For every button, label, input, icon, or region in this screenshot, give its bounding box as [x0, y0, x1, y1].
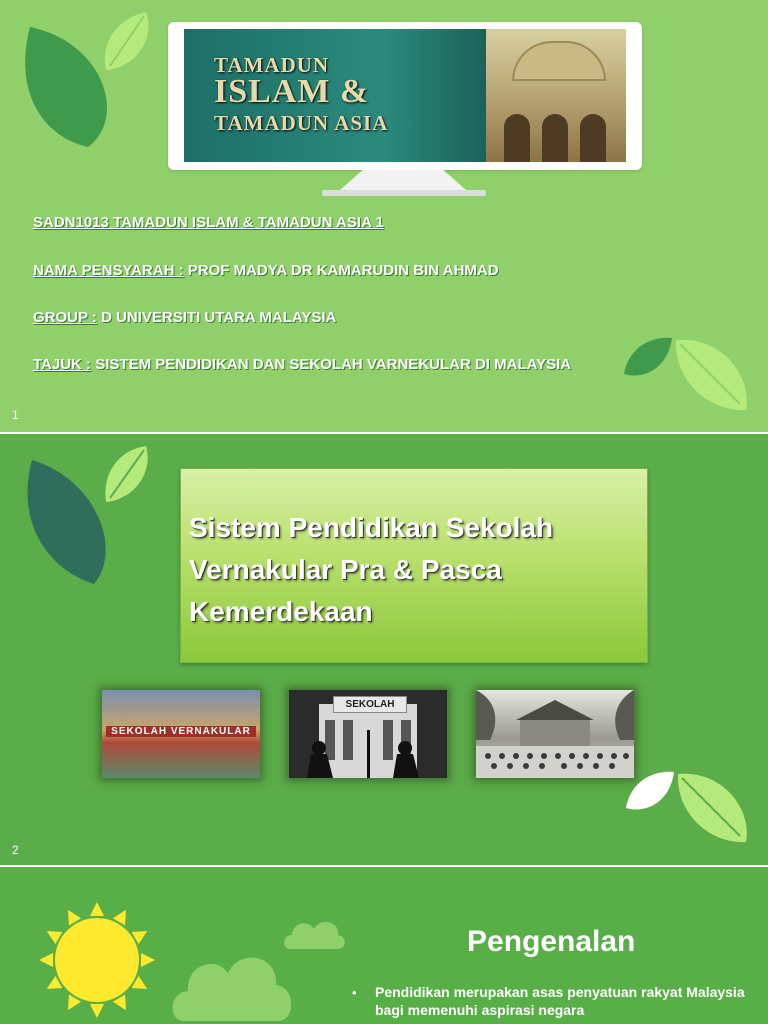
- topic-label: TAJUK :: [33, 356, 92, 373]
- leaf-icon: [102, 444, 150, 504]
- group-value: D UNIVERSITI UTARA MALAYSIA: [101, 309, 337, 326]
- page-number: 2: [12, 843, 19, 857]
- lecturer-line: [33, 262, 499, 279]
- cloud-icon: [172, 943, 294, 1023]
- leaf-icon: [622, 334, 674, 380]
- monitor-frame: [168, 22, 642, 170]
- slide-1: [0, 0, 768, 432]
- photo-sign-text: SEKOLAH VERNAKULAR: [106, 726, 256, 737]
- leaf-icon: [24, 458, 114, 586]
- topic-value: SISTEM PENDIDIKAN DAN SEKOLAH VARNEKULAR DI MALAYSIA: [95, 356, 572, 373]
- leaf-icon: [672, 336, 752, 414]
- slide-2: [0, 434, 768, 865]
- slide-title: Sistem Pendidikan Sekolah Vernakular Pra & Pasca Kemerdekaan: [189, 512, 554, 627]
- monitor-base: [322, 190, 486, 196]
- page-number: 1: [12, 408, 19, 422]
- lecturer-value: PROF MADYA DR KAMARUDIN BIN AHMAD: [187, 262, 499, 279]
- title-box: [180, 468, 648, 663]
- bullet-marker: •: [352, 985, 357, 1000]
- leaf-icon: [674, 770, 750, 846]
- banner-image: [184, 29, 626, 162]
- topic-line: [33, 356, 571, 373]
- photo-sign-text: SEKOLAH: [333, 696, 407, 713]
- sun-icon: [38, 901, 156, 1019]
- course-code: SADN1013 TAMADUN ISLAM & TAMADUN ASIA 1: [33, 214, 384, 231]
- monitor-stand: [340, 170, 466, 190]
- group-label: GROUP :: [33, 309, 97, 326]
- historical-photo-illustration: [476, 690, 634, 778]
- bullet-text: Pendidikan merupakan asas penyatuan rakyat Malaysia bagi memenuhi aspirasi negara: [375, 984, 745, 1018]
- banner-line-3: TAMADUN ASIA: [214, 111, 389, 135]
- leaf-icon: [624, 768, 676, 814]
- section-heading: Pengenalan: [467, 925, 636, 958]
- leaf-icon: [100, 10, 152, 72]
- group-line: [33, 309, 336, 326]
- lecturer-label: NAMA PENSYARAH :: [33, 262, 184, 279]
- slide-3: [0, 867, 768, 1024]
- banner-line-1: TAMADUN: [214, 53, 330, 77]
- banner-line-2: ISLAM &: [214, 73, 370, 110]
- school-photo-1: [102, 690, 260, 778]
- school-photo-3: [476, 690, 634, 778]
- school-photo-2: [289, 690, 447, 778]
